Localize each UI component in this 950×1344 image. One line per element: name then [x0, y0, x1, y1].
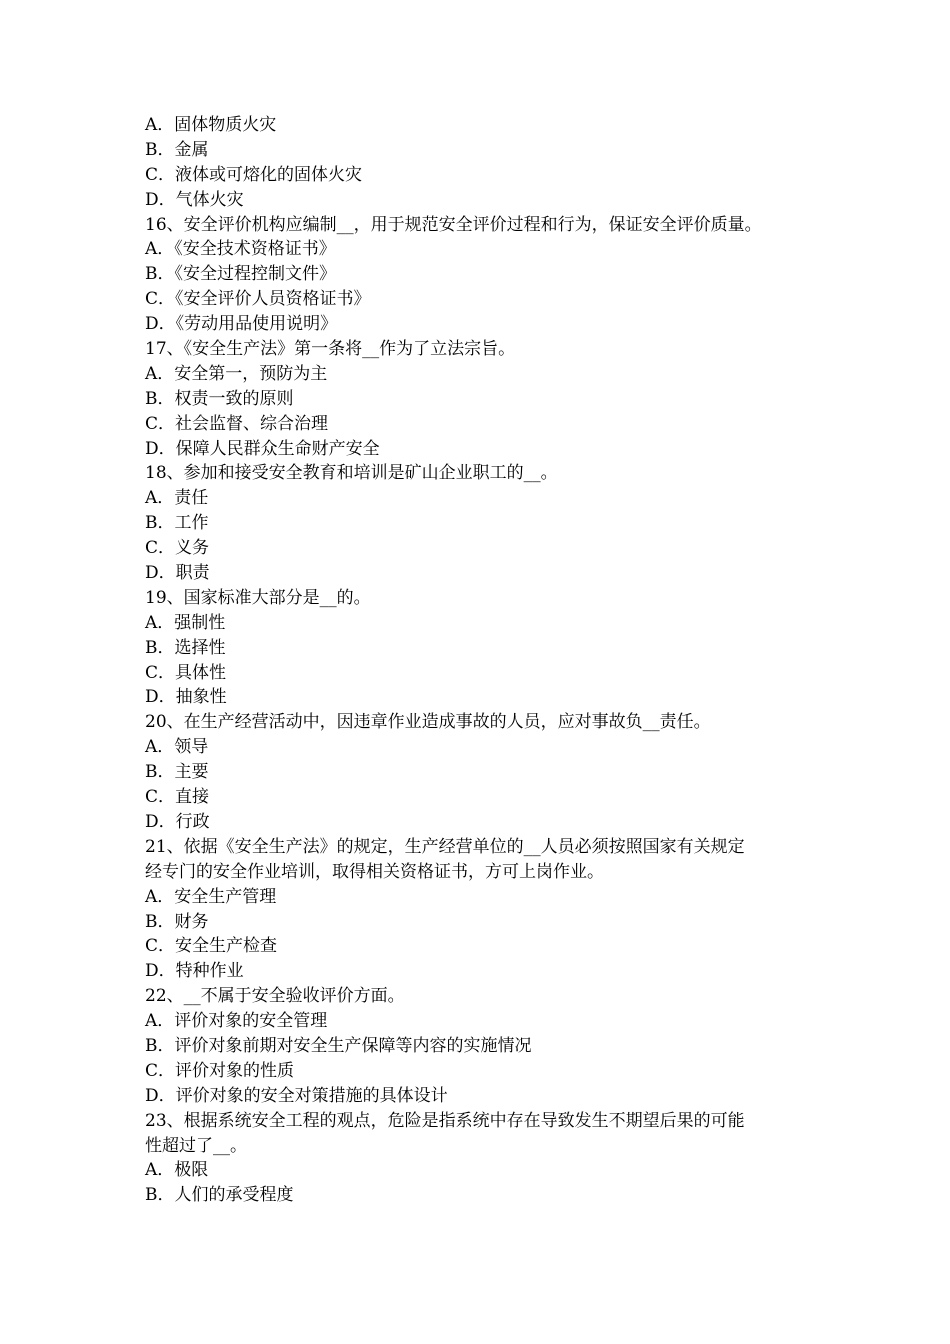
- option-line: B．工作: [145, 513, 209, 534]
- option-line: D．抽象性: [145, 687, 227, 708]
- question-23-continued: 性超过了__。: [145, 1135, 247, 1156]
- question-21: 21、依据《安全生产法》的规定，生产经营单位的__人员必须按照国家有关规定: [145, 836, 745, 857]
- option-line: A．强制性: [145, 612, 226, 633]
- option-line: B．权责一致的原则: [145, 388, 294, 409]
- option-line: C．安全生产检查: [145, 936, 278, 957]
- option-line: C．《安全评价人员资格证书》: [145, 289, 371, 310]
- option-line: A．固体物质火灾: [145, 115, 277, 135]
- option-line: A．安全生产管理: [145, 886, 277, 907]
- option-line: B．《安全过程控制文件》: [145, 264, 336, 285]
- option-line: A．领导: [145, 737, 209, 758]
- option-line: D．《劳动用品使用说明》: [145, 314, 338, 335]
- option-line: A．极限: [145, 1160, 209, 1181]
- question-20: 20、在生产经营活动中，因违章作业造成事故的人员，应对事故负__责任。: [145, 712, 711, 733]
- option-line: B．财务: [145, 911, 209, 932]
- question-21-continued: 经专门的安全作业培训，取得相关资格证书，方可上岗作业。: [145, 861, 604, 882]
- option-line: D．气体火灾: [145, 189, 244, 210]
- option-line: B．主要: [145, 762, 209, 783]
- option-line: B．选择性: [145, 637, 226, 658]
- option-line: A．《安全技术资格证书》: [145, 239, 336, 260]
- question-22: 22、__不属于安全验收评价方面。: [145, 986, 405, 1007]
- option-line: D．职责: [145, 563, 210, 584]
- question-17: 17、《安全生产法》第一条将__作为了立法宗旨。: [145, 339, 516, 360]
- option-line: D．评价对象的安全对策措施的具体设计: [145, 1085, 448, 1106]
- option-line: D．保障人民群众生命财产安全: [145, 438, 380, 459]
- option-line: A．评价对象的安全管理: [145, 1011, 328, 1032]
- option-line: B．人们的承受程度: [145, 1185, 294, 1206]
- option-line: D．特种作业: [145, 961, 244, 982]
- option-line: B．评价对象前期对安全生产保障等内容的实施情况: [145, 1035, 532, 1056]
- option-line: C．评价对象的性质: [145, 1060, 295, 1081]
- option-line: C．社会监督、综合治理: [145, 413, 329, 434]
- option-line: C．具体性: [145, 662, 227, 683]
- question-18: 18、参加和接受安全教育和培训是矿山企业职工的__。: [145, 463, 558, 484]
- document-body: [145, 113, 810, 1208]
- option-line: C．义务: [145, 538, 210, 559]
- option-line: A．责任: [145, 488, 209, 509]
- question-16: 16、安全评价机构应编制__，用于规范安全评价过程和行为，保证安全评价质量。: [145, 214, 762, 235]
- option-line: D．行政: [145, 811, 210, 832]
- question-19: 19、国家标准大部分是__的。: [145, 587, 371, 608]
- option-line: C．直接: [145, 787, 210, 808]
- option-line: B．金属: [145, 139, 209, 160]
- option-line: A．安全第一，预防为主: [145, 363, 328, 384]
- option-line: C．液体或可熔化的固体火灾: [145, 164, 363, 185]
- question-23: 23、根据系统安全工程的观点，危险是指系统中存在导致发生不期望后果的可能: [145, 1110, 745, 1131]
